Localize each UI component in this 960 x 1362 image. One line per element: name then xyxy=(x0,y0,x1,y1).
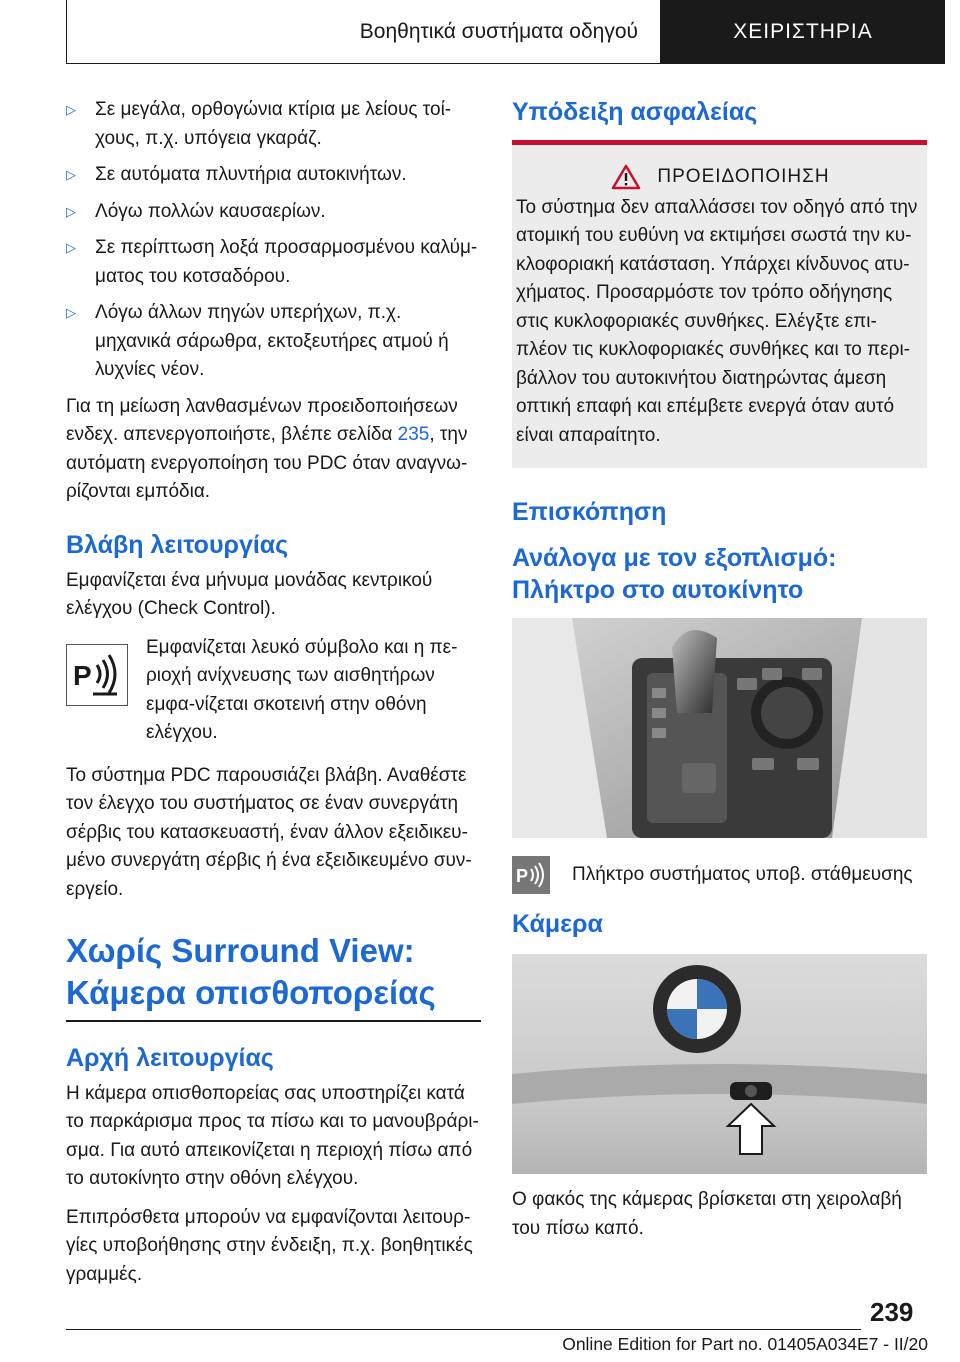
footer-edition: Online Edition for Part no. 01405A034E7 - II/20 xyxy=(562,1334,928,1354)
heading-principle: Αρχή λειτουργίας xyxy=(66,1043,274,1072)
list-item: ▷ Σε περίπτωση λοξά προσαρμοσμένου καλύμ-ματος του κοτσαδόρου. xyxy=(66,234,481,291)
svg-text:P: P xyxy=(73,659,92,691)
heading-rule xyxy=(66,1020,481,1022)
list-item: ▷ Λόγω πολλών καυσαερίων. xyxy=(66,198,481,227)
button-caption: Πλήκτρο συστήματος υποβ. στάθμευσης xyxy=(572,863,913,885)
heading-fault: Βλάβη λειτουργίας xyxy=(66,530,289,559)
triangle-bullet-icon: ▷ xyxy=(66,240,76,255)
triangle-bullet-icon: ▷ xyxy=(66,102,76,117)
heading-safety: Υπόδειξη ασφαλείας xyxy=(512,98,758,126)
header-section-title xyxy=(66,0,661,64)
camera-caption: Ο φακός της κάμερας βρίσκεται στη χειρολαβή του πίσω καπό. xyxy=(512,1189,902,1239)
triangle-bullet-icon: ▷ xyxy=(66,167,76,182)
warning-label: ΠΡΟΕΙΔΟΠΟΙΗΣΗ xyxy=(657,166,830,187)
heading-rear-camera: Χωρίς Surround View: Κάμερα οπισθοπορείας xyxy=(66,932,436,1011)
list-item: ▷ Σε αυτόματα πλυντήρια αυτοκινήτων. xyxy=(66,161,481,190)
svg-text:P: P xyxy=(516,866,529,886)
section-title: Βοηθητικά συστήματα οδηγού xyxy=(359,19,638,43)
park-assist-button-icon xyxy=(512,856,550,894)
center-console-photo xyxy=(512,618,927,838)
left-column xyxy=(66,96,481,1299)
pdc-sensor-icon xyxy=(66,644,128,706)
header-chapter-tab[interactable] xyxy=(661,0,945,64)
page-link[interactable]: 235 xyxy=(397,424,430,445)
triangle-bullet-icon: ▷ xyxy=(66,305,76,320)
rear-camera-photo xyxy=(512,954,927,1174)
right-column xyxy=(512,96,927,1253)
list-item: ▷ Σε μεγάλα, ορθογώνια κτίρια με λείους τοί-χους, π.χ. υπόγεια γκαράζ. xyxy=(66,96,481,153)
icon-description: Εμφανίζεται λευκό σύμβολο και η πε-ριοχή ανίχνευσης των αισθητήρων εμφα-νίζεται σκοτεινή στην οθόνη ελέγχου. xyxy=(146,636,458,743)
heading-equipment: Ανάλογα με τον εξοπλισμό: Πλήκτρο στο αυτοκίνητο xyxy=(512,544,837,604)
principle-paragraph: Η κάμερα οπισθοπορείας σας υποστηρίζει κατά το παρκάρισμα προς τα πίσω και το μανουβράρι-σμα. Για αυτό απεικονίζεται η περιοχή πίσω από το αυτοκίνητο στην οθόνη ελέγχου. xyxy=(66,1082,479,1189)
triangle-bullet-icon: ▷ xyxy=(66,203,76,219)
footer-rule xyxy=(66,1329,861,1330)
heading-camera: Κάμερα xyxy=(512,910,603,938)
heading-overview: Επισκόπηση xyxy=(512,498,667,526)
warning-header xyxy=(516,163,925,192)
warning-triangle-icon xyxy=(611,164,641,190)
list-item: ▷ Λόγω άλλων πηγών υπερήχων, π.χ. μηχανικά σάρωθρα, εκτοξευτήρες ατμού ή λυχνίες νέον. xyxy=(66,299,481,385)
extra-paragraph: Επιπρόσθετα μπορούν να εμφανίζονται λειτουρ-γίες υποβοήθησης στην ένδειξη, π.χ. βοηθητικές γραμμές. xyxy=(66,1206,473,1285)
button-caption-row xyxy=(512,856,927,894)
pdc-icon-row xyxy=(66,634,481,748)
chapter-title: ΧΕΙΡΙΣΤΗΡΙΑ xyxy=(733,20,873,43)
pdc-fault-paragraph: Το σύστημα PDC παρουσιάζει βλάβη. Αναθέστε τον έλεγχο του συστήματος σε έναν συνεργάτη σέρβις του κατασκευαστή, έναν άλλον εξειδικευ-μένο συνεργάτη σέρβις ή ένα εξειδικευμένο συν-εργείο. xyxy=(66,764,472,900)
deactivation-paragraph: Για τη μείωση λανθασμένων προειδοποιήσεων ενδεχ. απενεργοποιήστε, βλέπε σελίδα 235, την αυτόματη ενεργοποίηση του PDC όταν αναγνω-ρίζονται εμπόδια. xyxy=(66,395,468,502)
page-number: 239 xyxy=(870,1297,914,1327)
fault-paragraph: Εμφανίζεται ένα μήνυμα μονάδας κεντρικού ελέγχου (Check Control). xyxy=(66,569,433,619)
warning-box xyxy=(512,145,927,468)
warning-text: Το σύστημα δεν απαλλάσσει τον οδηγό από την ατομική του ευθύνη να εκτιμήσει σωστά την κυ-κλοφοριακή κατάσταση. Υπάρχει κίνδυνος ατυ-χήματος. Προσαρμόστε τον τρόπο οδήγησης στις κυκλοφοριακές συνθήκες. Ελέγξτε επι-πλέον τις κυκλοφοριακές συνθήκες και το περι-βάλλον του αυτοκινήτου διατηρώντας άμεση οπτική επαφή και επέμβετε ενεργά όταν αυτό είναι απαραίτητο. xyxy=(516,196,918,446)
